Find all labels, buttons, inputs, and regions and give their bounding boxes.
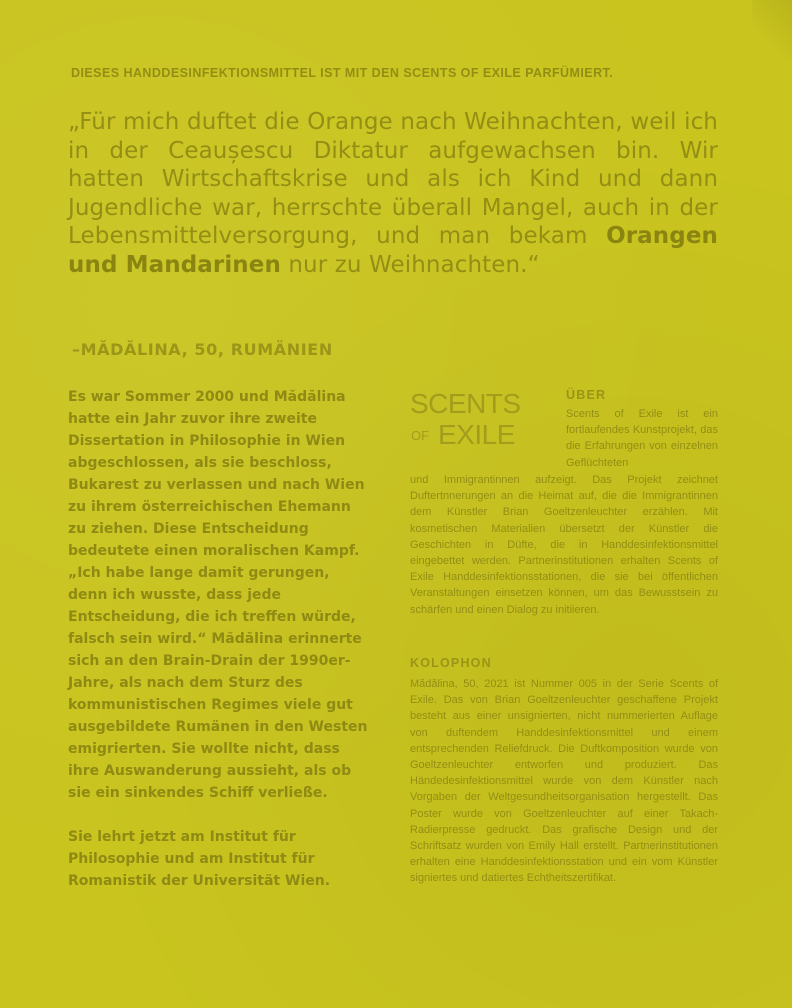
colophon-text: Mădălina, 50, 2021 ist Nummer 005 in der Serie Scents of Exile. Das von Brian Goeltzenleuchter geschaffene Projekt besteht aus einer unsignierten, nicht nummerierten Auflage von duftendem Handdesinfektionsmittel und einem entsprechenden Reliefdruck. Die Duftkomposition wurde von Goeltzenleuchter entworfen und produziert. Das Händedesinfektionsmittel wurde von dem Künstler nach Vorgaben der Weltgesundheitsorganisation hergestellt. Das Poster wurde von Goeltzenleuchter auf einer Takach-Radierpresse gedruckt. Das grafische Design und der Schriftsatz wurden von Emily Hall erstellt. Partnerinstitutionen erhalten eine Handdesinfektionsstation und ein vom Künstler signiertes und datiertes Echtheitszertifikat.	[410, 678, 718, 885]
story-paragraph-1: Es war Sommer 2000 und Mădălina hatte ein Jahr zuvor ihre zweite Dissertation in Philosophie in Wien abgeschlossen, als sie beschloss, Bukarest zu verlassen und nach Wien zu ihrem österreichischen Ehemann zu ziehen. Diese Entscheidung bedeutete einen moralischen Kampf. „Ich habe lange damit gerungen, denn ich wusste, dass jede Entscheidung, die ich treffen würde, falsch sein wird.“ Mădălina erinnerte sich an den Brain-Drain der 1990er-Jahre, als nach dem Sturz des kommunistischen Regimes viele gut ausgebildete Rumänen in den Westen emigrierten. Sie wollte nicht, dass ihre Auswanderung aussieht, als ob sie ein sinkendes Schiff verließe.	[68, 389, 368, 801]
quote-block	[68, 108, 718, 280]
about-text-top: Scents of Exile ist ein fortlaufendes Kunstprojekt, das die Erfahrungen von einzelnen Geflüchteten	[566, 408, 718, 469]
colophon-heading: KOLOPHON	[410, 656, 492, 670]
about-heading: ÜBER	[566, 388, 607, 402]
logo-line-exile: EXILE	[438, 419, 515, 450]
perfume-notice: DIESES HANDDESINFEKTIONSMITTEL IST MIT DEN SCENTS OF EXILE PARFÜMIERT.	[71, 66, 614, 80]
story-paragraph-2: Sie lehrt jetzt am Institut für Philosophie und am Institut für Romanistik der Universität Wien.	[68, 829, 331, 889]
logo-line-scents: SCENTS	[410, 388, 521, 419]
quote-highlight: Orangen und Mandarinen	[68, 223, 718, 278]
logo-word-of: OF	[411, 428, 430, 443]
story-column	[68, 386, 370, 914]
quote-text-end: nur zu Weihnachten.“	[280, 251, 540, 278]
scents-of-exile-logo	[408, 388, 548, 452]
quote-text-start: „Für mich duftet die Orange nach Weihnachten, weil ich in der Ceaușescu Diktatur aufgewachsen bin. Wir hatten Wirtschaftskrise und als ich Kind und dann Jugendliche war, herrschte überall Mangel, auch in der Lebensmittelversorgung, und man bekam	[68, 109, 718, 250]
quote-attribution: –MĂDĂLINA, 50, RUMÄNIEN	[72, 340, 333, 359]
about-text-rest: und Immigrantinnen aufzeigt. Das Projekt zeichnet Duftertnnerungen an die Heimat auf, die die Immigrantinnen dem Künstler Brian Goeltzenleuchter erzählen. Mit kosmetischen Materialien übersetzt der Künstler die Geschichten in Düfte, die in Handdesinfektionsmittel eingebettet werden. Partnerinstitutionen erhalten Scents of Exile Handdesinfektionsstationen, die sie bei öffentlichen Veranstaltungen einsetzen können, um das Bewusstsein zu schärfen und einen Dialog zu initiieren.	[410, 474, 718, 616]
paper-corner-shadow	[752, 0, 792, 60]
